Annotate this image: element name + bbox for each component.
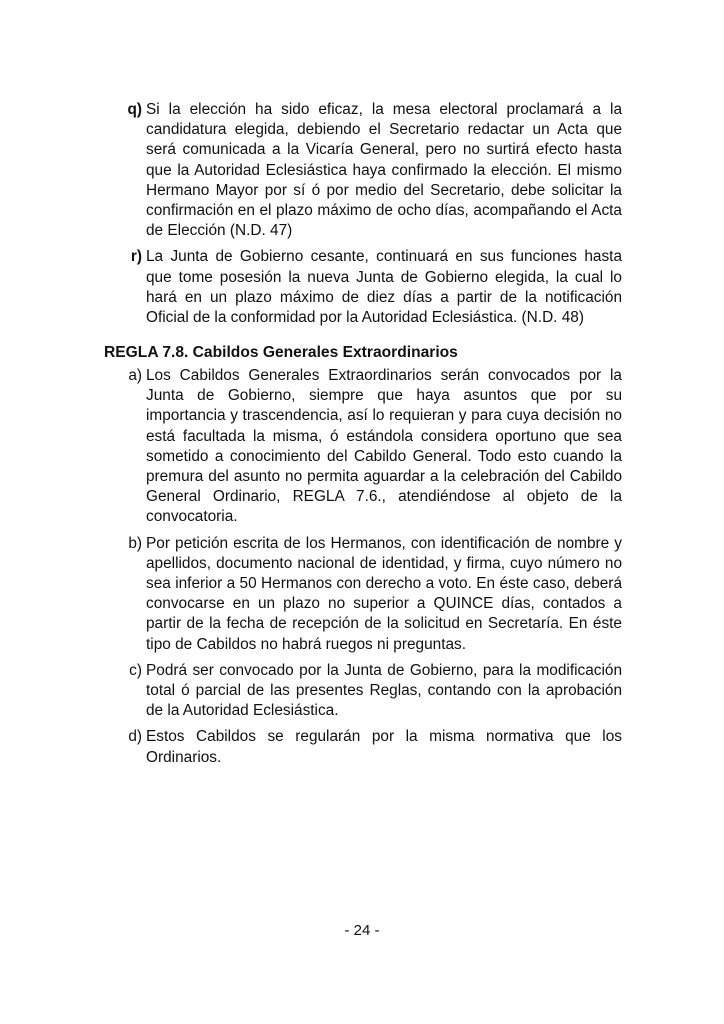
list-item-text: Los Cabildos Generales Extraordinarios serán convocados por la Junta de Gobierno, siempre que haya asuntos que por su importancia y trascendencia, así lo requieran y para cuya decisión no está facultada la misma, ó estándola considera oportuno que sea sometido a conocimiento del Cabildo General. Todo esto cuando la premura del asunto no permita aguardar a la celebración del Cabildo General Ordinario, REGLA 7.6., atendiéndose al objeto de la convocatoria. xyxy=(146,367,622,526)
section-list xyxy=(104,366,622,774)
list-item-text: Podrá ser convocado por la Junta de Gobierno, para la modificación total ó parcial de las presentes Reglas, contando con la aprobación de la Autoridad Eclesiástica. xyxy=(146,661,622,720)
list-marker: b) xyxy=(128,534,142,552)
list-marker: d) xyxy=(128,728,142,746)
list-marker: c) xyxy=(129,661,142,679)
list-continued xyxy=(104,100,622,334)
section-heading: REGLA 7.8. Cabildos Generales Extraordinarios xyxy=(104,344,458,361)
list-item-a xyxy=(104,366,622,528)
list-item-text: Estos Cabildos se regularán por la misma normativa que los Ordinarios. xyxy=(146,728,622,766)
list-marker: a) xyxy=(128,367,142,384)
list-marker: q) xyxy=(127,101,142,118)
list-item-d xyxy=(104,727,622,767)
page-number: - 24 - xyxy=(344,922,380,939)
list-item-q xyxy=(104,100,622,241)
list-marker: r) xyxy=(130,248,142,266)
list-item-text: Por petición escrita de los Hermanos, con identificación de nombre y apellidos, documento nacional de identidad, y firma, cuyo número no sea inferior a 50 Hermanos con derecho a voto. En éste caso, deberá convocarse en un plazo no superior a QUINCE días, contados a partir de la fecha de recepción de la solicitud en Secretaría. En éste tipo de Cabildos no habrá ruegos ni preguntas. xyxy=(146,534,622,653)
list-item-text: La Junta de Gobierno cesante, continuará en sus funciones hasta que tome posesión la nueva Junta de Gobierno elegida, la cual lo hará en un plazo máximo de diez días a partir de la notificación Oficial de la conformidad por la Autoridad Eclesiástica. (N.D. 48) xyxy=(146,248,622,327)
list-item-text: Si la elección ha sido eficaz, la mesa electoral proclamará a la candidatura elegida, debiendo el Secretario redactar un Acta que será comunicada a la Vicaría General, pero no surtirá efecto hasta que la Autoridad Eclesiástica haya confirmado la elección. El mismo Hermano Mayor por sí ó por medio del Secretario, debe solicitar la confirmación en el plazo máximo de ocho días, acompañando el Acta de Elección (N.D. 47) xyxy=(146,101,622,240)
list-item-r xyxy=(104,247,622,328)
list-item-b xyxy=(104,534,622,655)
list-item-c xyxy=(104,661,622,722)
